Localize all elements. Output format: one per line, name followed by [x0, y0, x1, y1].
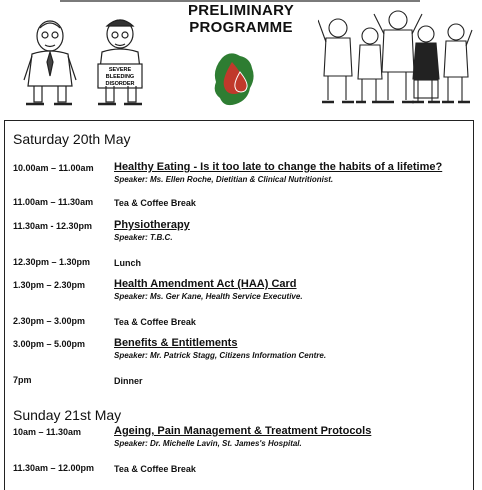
blood-drop-ireland-logo: [212, 50, 258, 112]
session-time: 3.00pm – 5.00pm: [13, 339, 86, 349]
session-topic: Physiotherapy: [114, 219, 190, 231]
cartoon-group-right: [318, 6, 474, 112]
session-time: 2.30pm – 3.00pm: [13, 316, 86, 326]
session-time: 11.30am – 12.00pm: [13, 463, 95, 473]
session-speaker: Speaker: Mr. Patrick Stagg, Citizens Information Centre.: [114, 351, 327, 360]
session-time: 12.30pm – 1.30pm: [13, 257, 91, 267]
session-time: 10am – 11.30am: [13, 427, 82, 437]
session-topic: Health Amendment Act (HAA) Card: [114, 278, 297, 290]
session-time: 11.00am – 11.30am: [13, 197, 94, 207]
sign-line-1: SEVERE: [108, 67, 132, 73]
session-text: Tea & Coffee Break: [114, 317, 196, 327]
session-speaker: Speaker: Ms. Ellen Roche, Dietitian & Clinical Nutritionist.: [114, 175, 334, 184]
session-topic: Benefits & Entitlements: [114, 337, 238, 349]
session-speaker: Speaker: Ms. Ger Kane, Health Service Executive.: [114, 292, 303, 301]
session-text: Dinner: [114, 376, 143, 386]
session-topic: Healthy Eating - Is it too late to change the habits of a lifetime?: [114, 161, 443, 173]
session-text: Lunch: [114, 258, 141, 268]
day-heading-saturday: Saturday 20th May: [13, 131, 131, 147]
session-time: 1.30pm – 2.30pm: [13, 280, 86, 290]
session-speaker: Speaker: T.B.C.: [114, 233, 173, 242]
session-time: 11.30am - 12.30pm: [13, 221, 93, 231]
session-text: Tea & Coffee Break: [114, 464, 196, 474]
session-text: Tea & Coffee Break: [114, 198, 196, 208]
programme-panel: [4, 120, 474, 490]
session-topic: Ageing, Pain Management & Treatment Protocols: [114, 425, 372, 437]
cartoon-men-left: [12, 14, 162, 112]
sign-line-2: BLEEDING: [105, 74, 135, 80]
session-speaker: Speaker: Dr. Michelle Lavin, St. James's Hospital.: [114, 439, 302, 448]
session-time: 10.00am – 11.00am: [13, 163, 94, 173]
sign-line-3: DISORDER: [105, 81, 135, 87]
title-line-1: PRELIMINARY: [187, 2, 295, 19]
day-heading-sunday: Sunday 21st May: [13, 407, 122, 423]
header: [0, 0, 482, 118]
title-line-2: PROGRAMME: [189, 19, 293, 36]
session-time: 7pm: [13, 375, 32, 385]
